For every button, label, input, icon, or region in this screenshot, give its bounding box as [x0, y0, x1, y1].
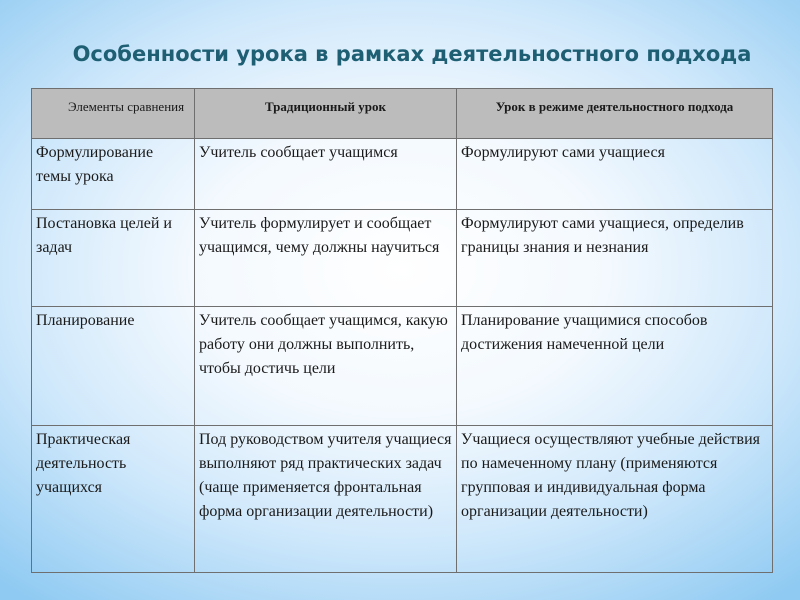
cell-traditional: Учитель формулирует и сообщает учащимся, чему должны научиться	[195, 210, 457, 307]
cell-element: Формулирование темы урока	[32, 139, 195, 210]
cell-element: Практическая деятельность учащихся	[32, 426, 195, 573]
cell-activity: Планирование учащимися способов достижения намеченной цели	[457, 307, 773, 426]
comparison-table	[31, 88, 773, 573]
header-activity: Урок в режиме деятельностного подхода	[457, 89, 773, 139]
cell-traditional: Учитель сообщает учащимся, какую работу они должны выполнить, чтобы достичь цели	[195, 307, 457, 426]
cell-traditional: Под руководством учителя учащиеся выполняют ряд практических задач (чаще применяется фронтальная форма организации деятельности)	[195, 426, 457, 573]
table-header-row	[32, 89, 773, 139]
cell-traditional: Учитель сообщает учащимся	[195, 139, 457, 210]
table-row	[32, 426, 773, 573]
cell-element: Постановка целей и задач	[32, 210, 195, 307]
cell-activity: Учащиеся осуществляют учебные действия по намеченному плану (применяются групповая и индивидуальная форма организации деятельности)	[457, 426, 773, 573]
header-elements: Элементы сравнения	[32, 89, 195, 139]
cell-activity: Формулируют сами учащиеся	[457, 139, 773, 210]
table-row	[32, 307, 773, 426]
cell-activity: Формулируют сами учащиеся, определив границы знания и незнания	[457, 210, 773, 307]
header-traditional: Традиционный урок	[195, 89, 457, 139]
table-row	[32, 210, 773, 307]
slide-title: Особенности урока в рамках деятельностного подхода	[72, 42, 752, 66]
cell-element: Планирование	[32, 307, 195, 426]
table-row	[32, 139, 773, 210]
